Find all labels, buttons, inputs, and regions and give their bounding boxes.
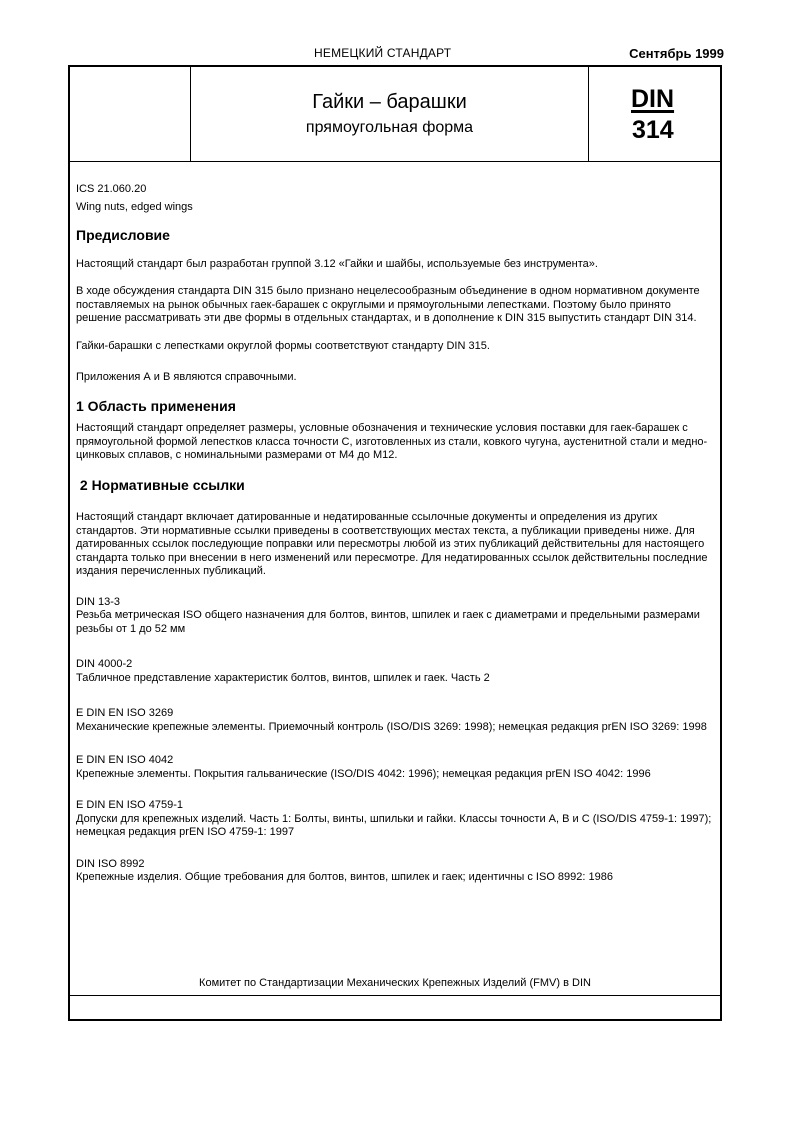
footer-divider (70, 995, 720, 996)
preface-paragraph-1: Настоящий стандарт был разработан группой 3.12 «Гайки и шайбы, используемые без инструмента». (76, 257, 598, 270)
document-body (76, 179, 716, 885)
preface-paragraph-4: Приложения А и В являются справочными. (76, 371, 297, 383)
din-label: DIN (631, 85, 675, 113)
reference-description: Допуски для крепежных изделий. Часть 1: Болты, винты, шпильки и гайки. Классы точности А, В и С (ISO/DIS 4759-1: 1997); немецкая редакция prEN ISO 4759-1: 1997 (76, 812, 712, 838)
reference-item (76, 754, 716, 781)
reference-code: DIN 4000-2 (76, 658, 133, 670)
reference-description: Механические крепежные элементы. Приемочный контроль (ISO/DIS 3269: 1998); немецкая редакция prEN ISO 3269: 1998 (76, 720, 707, 733)
reference-item (76, 858, 716, 885)
header-block (70, 67, 720, 162)
references-heading: 2 Нормативные ссылки (76, 476, 245, 493)
references-intro: Настоящий стандарт включает датированные и недатированные ссылочные документы и определения из других стандартов. Эти нормативные ссылки приведены в соответствующих местах текста, а публикации приведены ниже. Для датированных ссылок последующие поправки или пересмотры любой из этих публикаций действительны для настоящего стандарта только при внесении в него изменений или пересмотре. Для недатированных ссылок действительны последние издания перечисленных публикаций. (76, 511, 708, 577)
reference-item (76, 707, 716, 734)
reference-code: E DIN EN ISO 3269 (76, 707, 174, 719)
preface-heading: Предисловие (76, 227, 170, 243)
reference-code: DIN ISO 8992 (76, 857, 145, 870)
reference-description: Крепежные изделия. Общие требования для болтов, винтов, шпилек и гаек; идентичны с ISO 8992: 1986 (76, 871, 613, 883)
header-right-cell (588, 67, 721, 161)
reference-description: Табличное представление характеристик болтов, винтов, шпилек и гаек. Часть 2 (76, 671, 490, 684)
scope-text: Настоящий стандарт определяет размеры, условные обозначения и технические условия поставки для гаек-барашек с прямоугольной формой лепестков класса точности С, изготовленных из стали, ковкого чугуна, аустенитной стали и медно-цинковых сплавов, с номинальными размерами от М4 до М12. (76, 422, 708, 461)
document-subtitle: прямоугольная форма (305, 119, 474, 136)
reference-code: DIN 13-3 (76, 595, 121, 608)
reference-item (76, 596, 716, 637)
document-frame (68, 65, 722, 1021)
publication-date: Сентябрь 1999 (629, 46, 724, 61)
header-left-cell (70, 67, 191, 161)
committee-footer: Комитет по Стандартизации Механических Крепежных Изделий (FMV) в DIN (199, 977, 591, 989)
ics-code: ICS 21.060.20 (76, 183, 147, 195)
document-title: Гайки – барашки (312, 91, 467, 113)
reference-description: Крепежные элементы. Покрытия гальванические (ISO/DIS 4042: 1996); немецкая редакция prEN ISO 4042: 1996 (76, 767, 651, 780)
din-number: 314 (632, 116, 674, 144)
standard-type-label: НЕМЕЦКИЙ СТАНДАРТ (314, 46, 452, 60)
reference-description: Резьба метрическая ISO общего назначения для болтов, винтов, шпилек и гаек с диаметрами и предельными размерами резьбы от 1 до 52 мм (76, 609, 700, 635)
reference-code: E DIN EN ISO 4042 (76, 754, 174, 766)
reference-item (76, 799, 716, 840)
scope-heading: 1 Область применения (76, 397, 236, 414)
reference-code: E DIN EN ISO 4759-1 (76, 799, 183, 811)
preface-paragraph-2: В ходе обсуждения стандарта DIN 315 было признано нецелесообразным объединение в одном нормативном документе поставляемых на рынок обычных гаек-барашек с округлыми и прямоугольными лепестками. Поэтому было принято решение рассматривать эти две формы в отдельных стандартах, и в дополнение к DIN 315 выпустить стандарт DIN 314. (76, 285, 700, 324)
reference-item (76, 658, 716, 685)
preface-paragraph-3: Гайки-барашки с лепестками округлой формы соответствуют стандарту DIN 315. (76, 339, 490, 352)
english-title: Wing nuts, edged wings (76, 200, 193, 213)
